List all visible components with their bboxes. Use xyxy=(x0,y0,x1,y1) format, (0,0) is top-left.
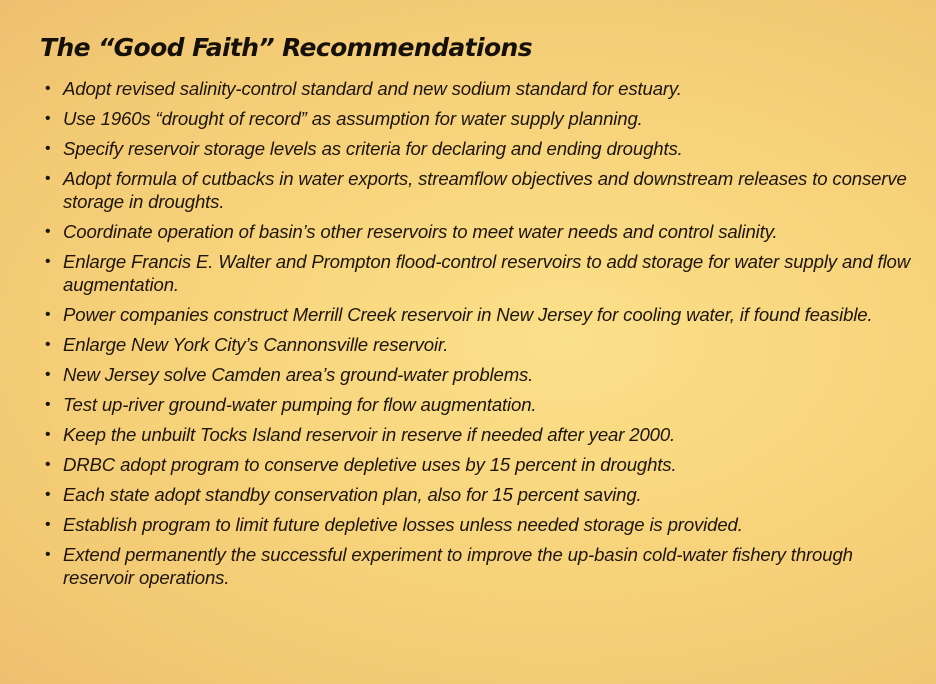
list-item xyxy=(44,483,924,506)
bullet-icon: • xyxy=(45,396,51,413)
bullet-icon: • xyxy=(45,140,51,157)
list-item xyxy=(44,137,924,160)
bullet-icon: • xyxy=(45,80,51,97)
bullet-icon: • xyxy=(45,336,51,353)
list-item xyxy=(44,250,924,296)
list-item-text: Enlarge New York City’s Cannonsville reservoir. xyxy=(63,334,449,355)
list-item xyxy=(44,107,924,130)
list-item-text: Use 1960s “drought of record” as assumption for water supply planning. xyxy=(63,108,643,129)
bullet-icon: • xyxy=(45,110,51,127)
list-item-text: Keep the unbuilt Tocks Island reservoir in reserve if needed after year 2000. xyxy=(63,424,676,445)
bullet-icon: • xyxy=(45,486,51,503)
list-item-text: Power companies construct Merrill Creek reservoir in New Jersey for cooling water, if found feasible. xyxy=(63,304,873,325)
list-item xyxy=(44,220,924,243)
list-item xyxy=(44,423,924,446)
list-item xyxy=(44,363,924,386)
bullet-icon: • xyxy=(45,366,51,383)
list-item-text: Each state adopt standby conservation plan, also for 15 percent saving. xyxy=(63,484,642,505)
bullet-icon: • xyxy=(45,223,51,240)
list-item-text: Adopt revised salinity-control standard and new sodium standard for estuary. xyxy=(63,78,682,99)
recommendations-list xyxy=(44,77,924,596)
list-item xyxy=(44,333,924,356)
bullet-icon: • xyxy=(45,306,51,323)
bullet-icon: • xyxy=(45,170,51,187)
bullet-icon: • xyxy=(45,253,51,270)
list-item xyxy=(44,543,924,589)
bullet-icon: • xyxy=(45,516,51,533)
list-item xyxy=(44,77,924,100)
list-item-text: Extend permanently the successful experiment to improve the up-basin cold-water fishery through reservoir operations. xyxy=(63,544,853,588)
list-item xyxy=(44,513,924,536)
list-item xyxy=(44,453,924,476)
list-item-text: Coordinate operation of basin’s other reservoirs to meet water needs and control salinity. xyxy=(63,221,778,242)
list-item-text: Adopt formula of cutbacks in water exports, streamflow objectives and downstream releases to conserve storage in droughts. xyxy=(63,168,907,212)
list-item-text: Enlarge Francis E. Walter and Prompton flood-control reservoirs to add storage for water supply and flow augmentation. xyxy=(63,251,911,295)
list-item xyxy=(44,167,924,213)
list-item-text: Establish program to limit future depletive losses unless needed storage is provided. xyxy=(63,514,743,535)
list-item-text: DRBC adopt program to conserve depletive uses by 15 percent in droughts. xyxy=(63,454,677,475)
bullet-icon: • xyxy=(45,426,51,443)
list-item-text: Specify reservoir storage levels as criteria for declaring and ending droughts. xyxy=(63,138,683,159)
list-item-text: Test up-river ground-water pumping for flow augmentation. xyxy=(63,394,537,415)
page-title: The “Good Faith” Recommendations xyxy=(40,33,533,62)
bullet-icon: • xyxy=(45,546,51,563)
list-item-text: New Jersey solve Camden area’s ground-water problems. xyxy=(63,364,534,385)
list-item xyxy=(44,303,924,326)
list-item xyxy=(44,393,924,416)
bullet-icon: • xyxy=(45,456,51,473)
